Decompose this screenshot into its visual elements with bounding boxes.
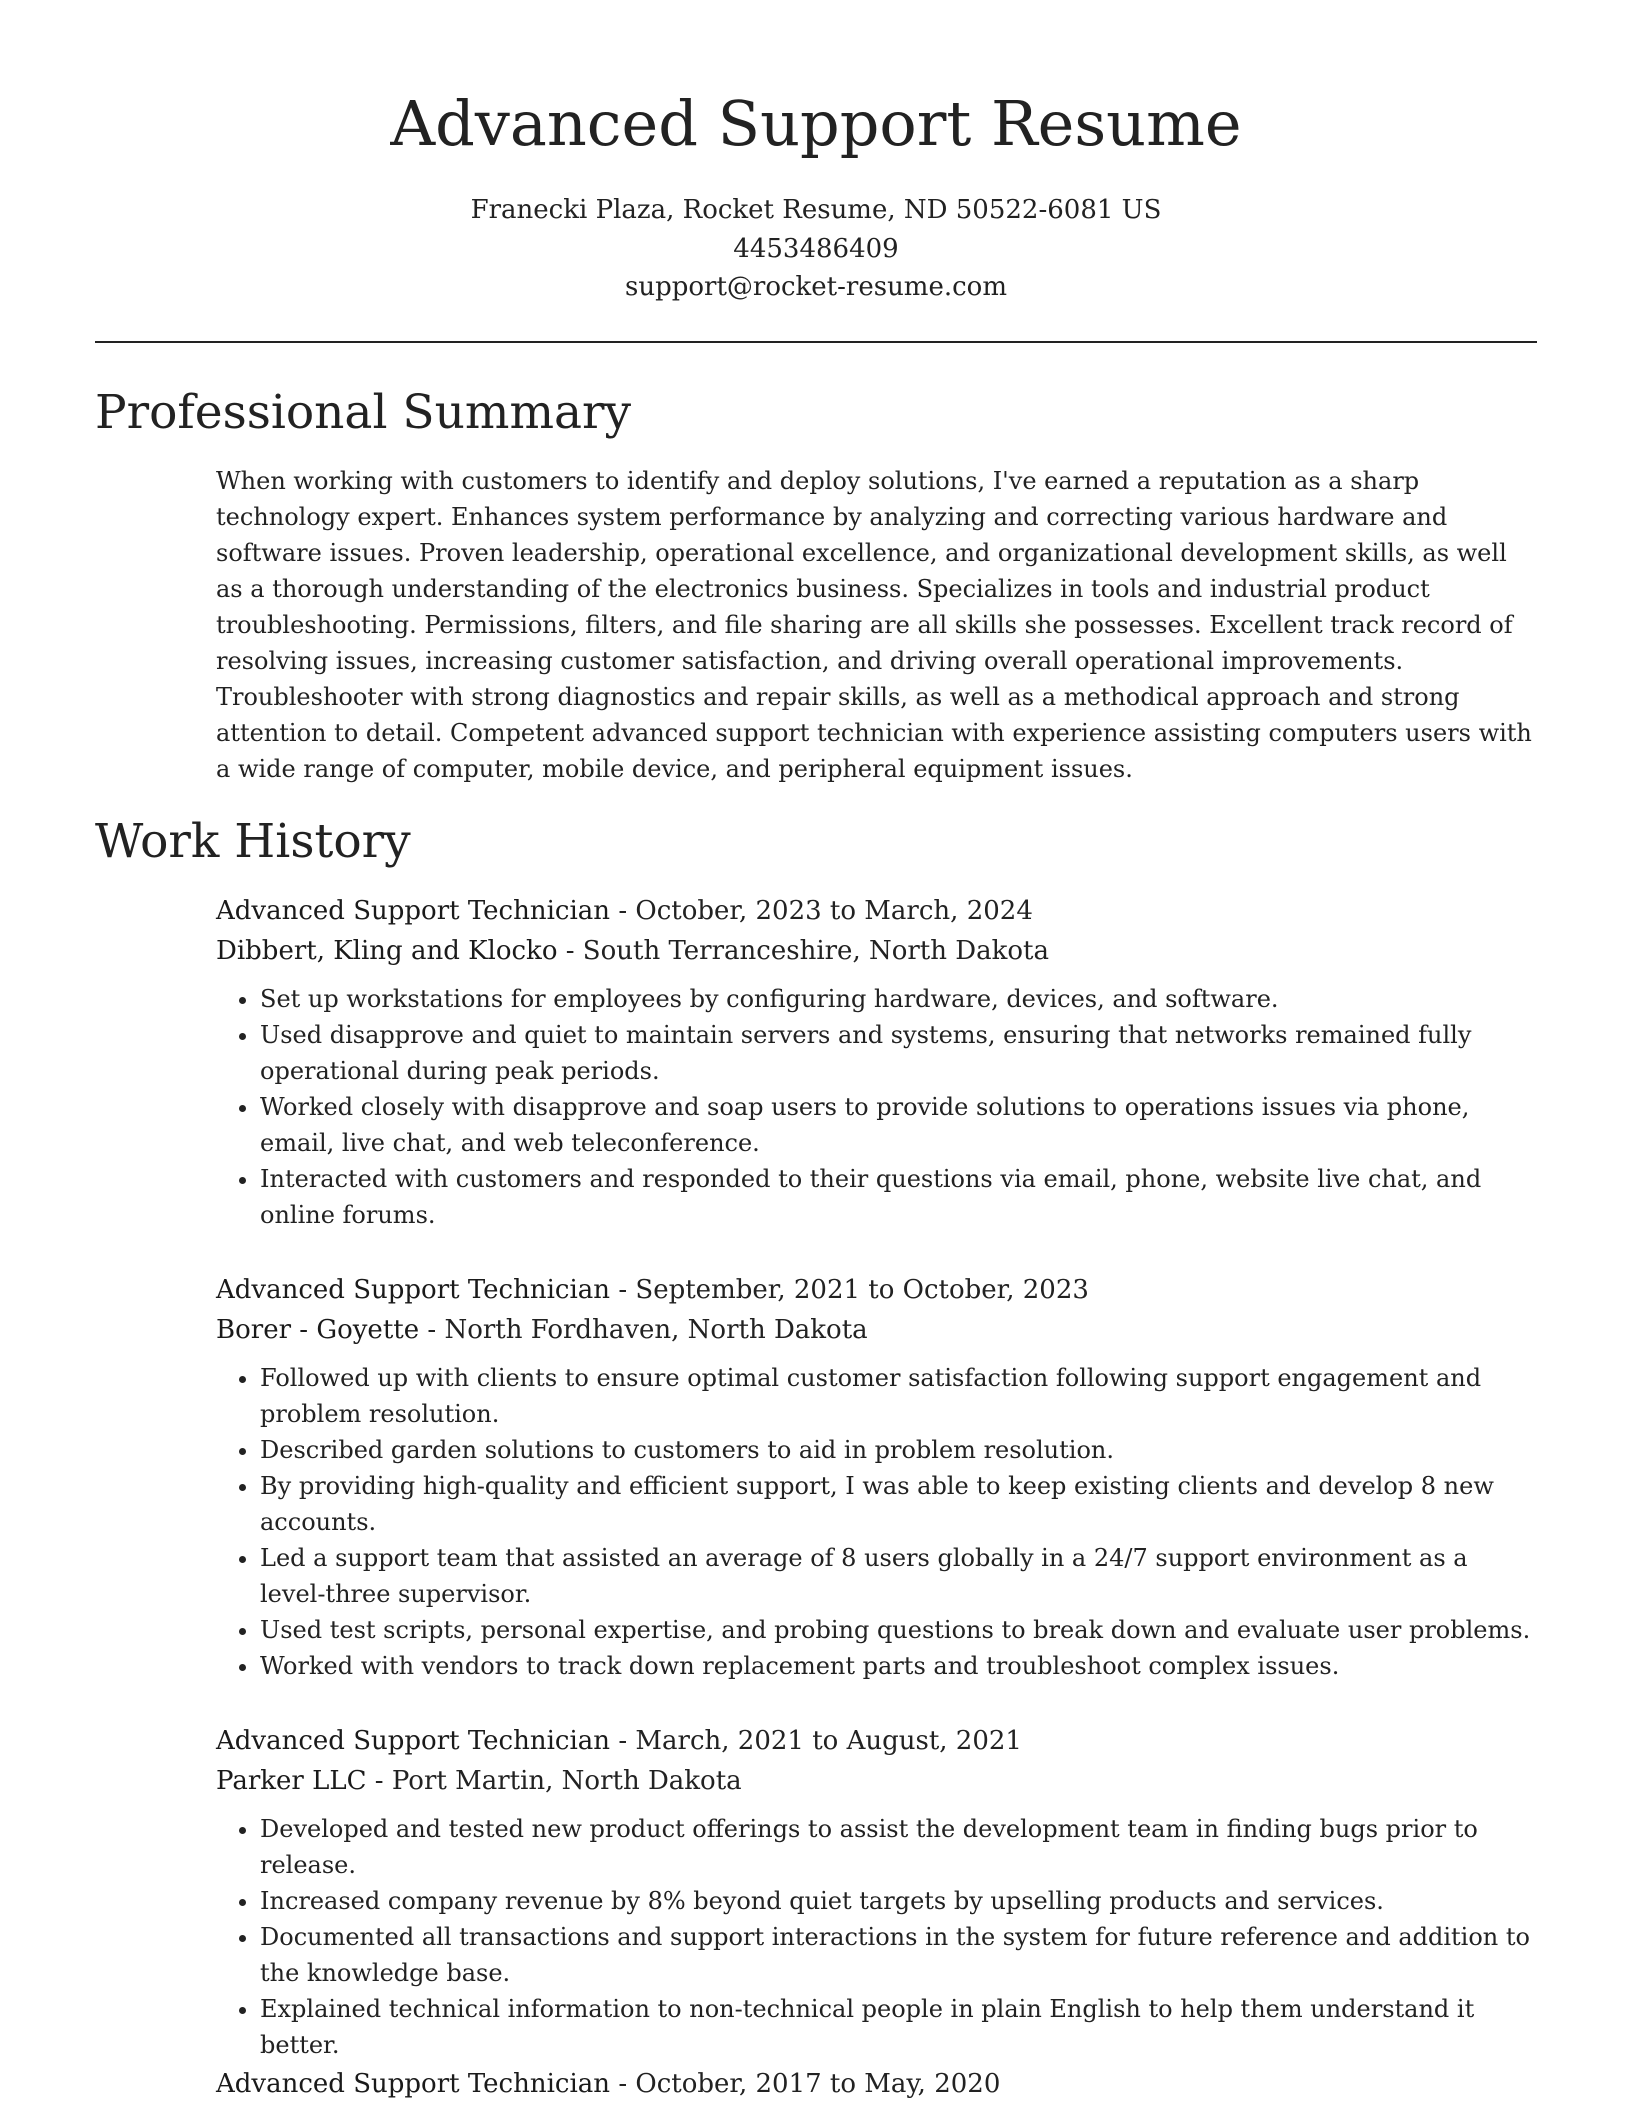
- summary-heading: Professional Summary: [95, 385, 632, 440]
- job-bullets: [216, 1360, 1538, 1684]
- separator: -: [610, 1275, 636, 1305]
- separator: -: [610, 2069, 636, 2099]
- job-location: Port Martin, North Dakota: [391, 1766, 742, 1796]
- bullet-item: • Followed up with clients to ensure optimal customer satisfaction following support engagement and problem resolution.: [260, 1360, 1538, 1432]
- job-entry: [216, 1270, 1538, 1684]
- job-company-line: [216, 931, 1538, 971]
- bullet-item: • Documented all transactions and support interactions in the system for future reference and addition to the knowledge base.: [260, 1919, 1538, 1991]
- summary-text: When working with customers to identify and deploy solutions, I've earned a reputation as a sharp technology expert. Enhances system performance by analyzing and correcting various hardware and software issues. Proven leadership, operational excellence, and organizational development skills, as well as a thorough understanding of the electronics business. Specializes in tools and industrial product troubleshooting. Permissions, filters, and file sharing are all skills she possesses. Excellent track record of resolving issues, increasing customer satisfaction, and driving overall operational improvements. Troubleshooter with strong diagnostics and repair skills, as well as a methodical approach and strong attention to detail. Competent advanced support technician with experience assisting computers users with a wide range of computer, mobile device, and peripheral equipment issues.: [216, 467, 1532, 783]
- bullet-item: • Worked with vendors to track down replacement parts and troubleshoot complex issues.: [260, 1648, 1538, 1684]
- bullet-item: • By providing high-quality and efficient support, I was able to keep existing clients and develop 8 new accounts.: [260, 1468, 1538, 1540]
- bullet-item: • Set up workstations for employees by configuring hardware, devices, and software.: [260, 981, 1538, 1017]
- job-title-line: [216, 891, 1538, 931]
- separator: -: [610, 896, 636, 926]
- job-title-line: [216, 2064, 1538, 2104]
- separator: -: [610, 1726, 636, 1756]
- job-title-line: [216, 1721, 1538, 1761]
- contact-email: support@rocket-resume.com: [624, 272, 1007, 302]
- job-entry: [216, 1721, 1538, 2063]
- bullet-item: • Increased company revenue by 8% beyond quiet targets by upselling products and services.: [260, 1883, 1538, 1919]
- job-dates: March, 2021 to August, 2021: [635, 1726, 1022, 1756]
- separator: -: [366, 1766, 392, 1796]
- document-title: Advanced Support Resume: [390, 87, 1242, 160]
- job-company-line: [216, 1310, 1538, 1350]
- job-company: Dibbert, Kling and Klocko: [216, 936, 558, 966]
- bullet-item: • Described garden solutions to customers to aid in problem resolution.: [260, 1432, 1538, 1468]
- job-bullets: [216, 981, 1538, 1233]
- separator: -: [419, 1315, 445, 1345]
- work-history-heading: Work History: [95, 814, 411, 869]
- job-company: Parker LLC: [216, 1766, 367, 1796]
- job-title: Advanced Support Technician: [216, 896, 611, 926]
- bullet-item: • Worked closely with disapprove and soap users to provide solutions to operations issues via phone, email, live chat, and web teleconference.: [260, 1089, 1538, 1161]
- job-location: North Fordhaven, North Dakota: [444, 1315, 868, 1345]
- job-company: Borer - Goyette: [216, 1315, 420, 1345]
- bullet-item: • Developed and tested new product offerings to assist the development team in finding bugs prior to release.: [260, 1811, 1538, 1883]
- job-dates: September, 2021 to October, 2023: [635, 1275, 1089, 1305]
- job-title: Advanced Support Technician: [216, 1275, 611, 1305]
- job-title: Advanced Support Technician: [216, 2069, 611, 2099]
- job-bullets: [216, 1811, 1538, 2063]
- bullet-item: • Used disapprove and quiet to maintain servers and systems, ensuring that networks remained fully operational during peak periods.: [260, 1017, 1538, 1089]
- job-company-line: [216, 1761, 1538, 1801]
- separator: -: [557, 936, 583, 966]
- bullet-item: • Interacted with customers and responded to their questions via email, phone, website live chat, and online forums.: [260, 1161, 1538, 1233]
- job-title-line: [216, 1270, 1538, 1310]
- bullet-item: • Used test scripts, personal expertise, and probing questions to break down and evaluate user problems.: [260, 1612, 1538, 1648]
- contact-address: Franecki Plaza, Rocket Resume, ND 50522-6081 US: [470, 195, 1162, 225]
- header-divider: [95, 341, 1537, 343]
- job-title: Advanced Support Technician: [216, 1726, 611, 1756]
- bullet-item: • Led a support team that assisted an average of 8 users globally in a 24/7 support environment as a level-three supervisor.: [260, 1540, 1538, 1612]
- job-entry: [216, 891, 1538, 1233]
- job-location: South Terranceshire, North Dakota: [582, 936, 1049, 966]
- job-entry: [216, 2064, 1538, 2104]
- bullet-item: • Explained technical information to non-technical people in plain English to help them understand it better.: [260, 1991, 1538, 2063]
- contact-phone: 4453486409: [733, 234, 899, 264]
- job-dates: October, 2023 to March, 2024: [635, 896, 1033, 926]
- job-dates: October, 2017 to May, 2020: [635, 2069, 1001, 2099]
